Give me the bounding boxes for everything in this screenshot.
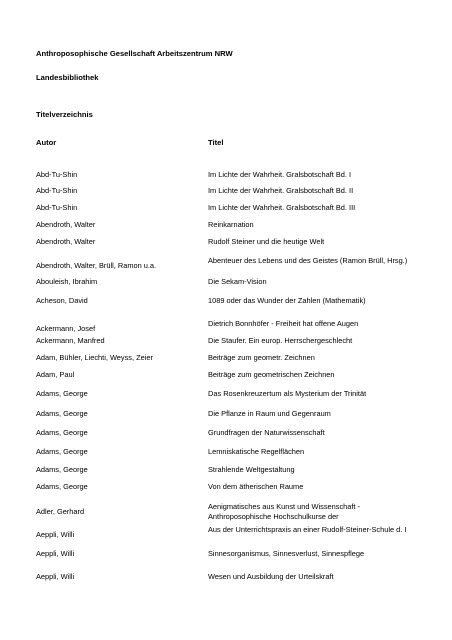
title-cell: Aenigmatisches aus Kunst und Wissenschaft - Anthroposophische Hochschulkurse der xyxy=(208,502,360,521)
title-cell: Aus der Unterrichtspraxis an einer Rudolf-Steiner-Schule d. I xyxy=(208,525,407,534)
title-cell: Im Lichte der Wahrheit. Gralsbotschaft Bd. II xyxy=(208,186,354,195)
author-cell: Aeppli, Willi xyxy=(36,549,75,558)
title-cell: Im Lichte der Wahrheit. Gralsbotschaft Bd. III xyxy=(208,203,356,212)
organization-heading: Anthroposophische Gesellschaft Arbeitszentrum NRW xyxy=(36,49,233,58)
author-cell: Abd-Tu-Shin xyxy=(36,170,78,179)
author-cell: Adams, George xyxy=(36,428,88,437)
author-cell: Adams, George xyxy=(36,409,88,418)
title-column-header: Titel xyxy=(208,138,224,147)
library-heading: Landesbibliothek xyxy=(36,73,99,82)
author-cell: Abendroth, Walter xyxy=(36,220,96,229)
title-cell: Wesen und Ausbildung der Urteilskraft xyxy=(208,572,334,581)
list-title: Titelverzeichnis xyxy=(36,110,93,119)
author-cell: Abd-Tu-Shin xyxy=(36,203,78,212)
title-cell: Reinkarnation xyxy=(208,220,254,229)
title-cell: Die Sekam-Vision xyxy=(208,277,267,286)
author-cell: Adams, George xyxy=(36,482,88,491)
title-cell: Die Pflanze in Raum und Gegenraum xyxy=(208,409,331,418)
title-cell: Rudolf Steiner und die heutige Welt xyxy=(208,237,325,246)
author-cell: Aeppli, Willi xyxy=(36,530,75,539)
title-cell: Abenteuer des Lebens und des Geistes (Ramon Brüll, Hrsg.) xyxy=(208,256,408,265)
title-cell: Das Rosenkreuzertum als Mysterium der Trinität xyxy=(208,389,367,398)
author-column-header: Autor xyxy=(36,138,57,147)
title-cell: Sinnesorganismus, Sinnesverlust, Sinnespflege xyxy=(208,549,365,558)
title-cell: Die Staufer. Ein europ. Herrschergeschlecht xyxy=(208,336,353,345)
author-cell: Acheson, David xyxy=(36,296,88,305)
author-cell: Ackermann, Josef xyxy=(36,324,96,333)
author-cell: Abendroth, Walter, Brüll, Ramon u.a. xyxy=(36,261,157,270)
author-cell: Adams, George xyxy=(36,389,88,398)
title-cell: Beiträge zum geometr. Zeichnen xyxy=(208,353,315,362)
title-cell: Lemniskatische Regelflächen xyxy=(208,447,305,456)
author-cell: Aeppli, Willi xyxy=(36,572,75,581)
title-cell: Beiträge zum geometrischen Zeichnen xyxy=(208,370,335,379)
author-cell: Ackermann, Manfred xyxy=(36,336,105,345)
author-cell: Adam, Bühler, Liechti, Weyss, Zeier xyxy=(36,353,153,362)
author-cell: Abd-Tu-Shin xyxy=(36,186,78,195)
title-cell: 1089 oder das Wunder der Zahlen (Mathematik) xyxy=(208,296,366,305)
title-cell: Dietrich Bonnhöfer - Freiheit hat offene Augen xyxy=(208,319,359,328)
title-cell: Grundfragen der Naturwissenschaft xyxy=(208,428,325,437)
author-cell: Adams, George xyxy=(36,447,88,456)
author-cell: Abendroth, Walter xyxy=(36,237,96,246)
title-cell: Im Lichte der Wahrheit. Gralsbotschaft Bd. I xyxy=(208,170,352,179)
author-cell: Abouleish, Ibrahim xyxy=(36,277,98,286)
title-cell: Strahlende Weltgestaltung xyxy=(208,465,295,474)
author-cell: Adams, George xyxy=(36,465,88,474)
author-cell: Adam, Paul xyxy=(36,370,75,379)
author-cell: Adler, Gerhard xyxy=(36,507,85,516)
title-cell: Von dem ätherischen Raume xyxy=(208,482,304,491)
